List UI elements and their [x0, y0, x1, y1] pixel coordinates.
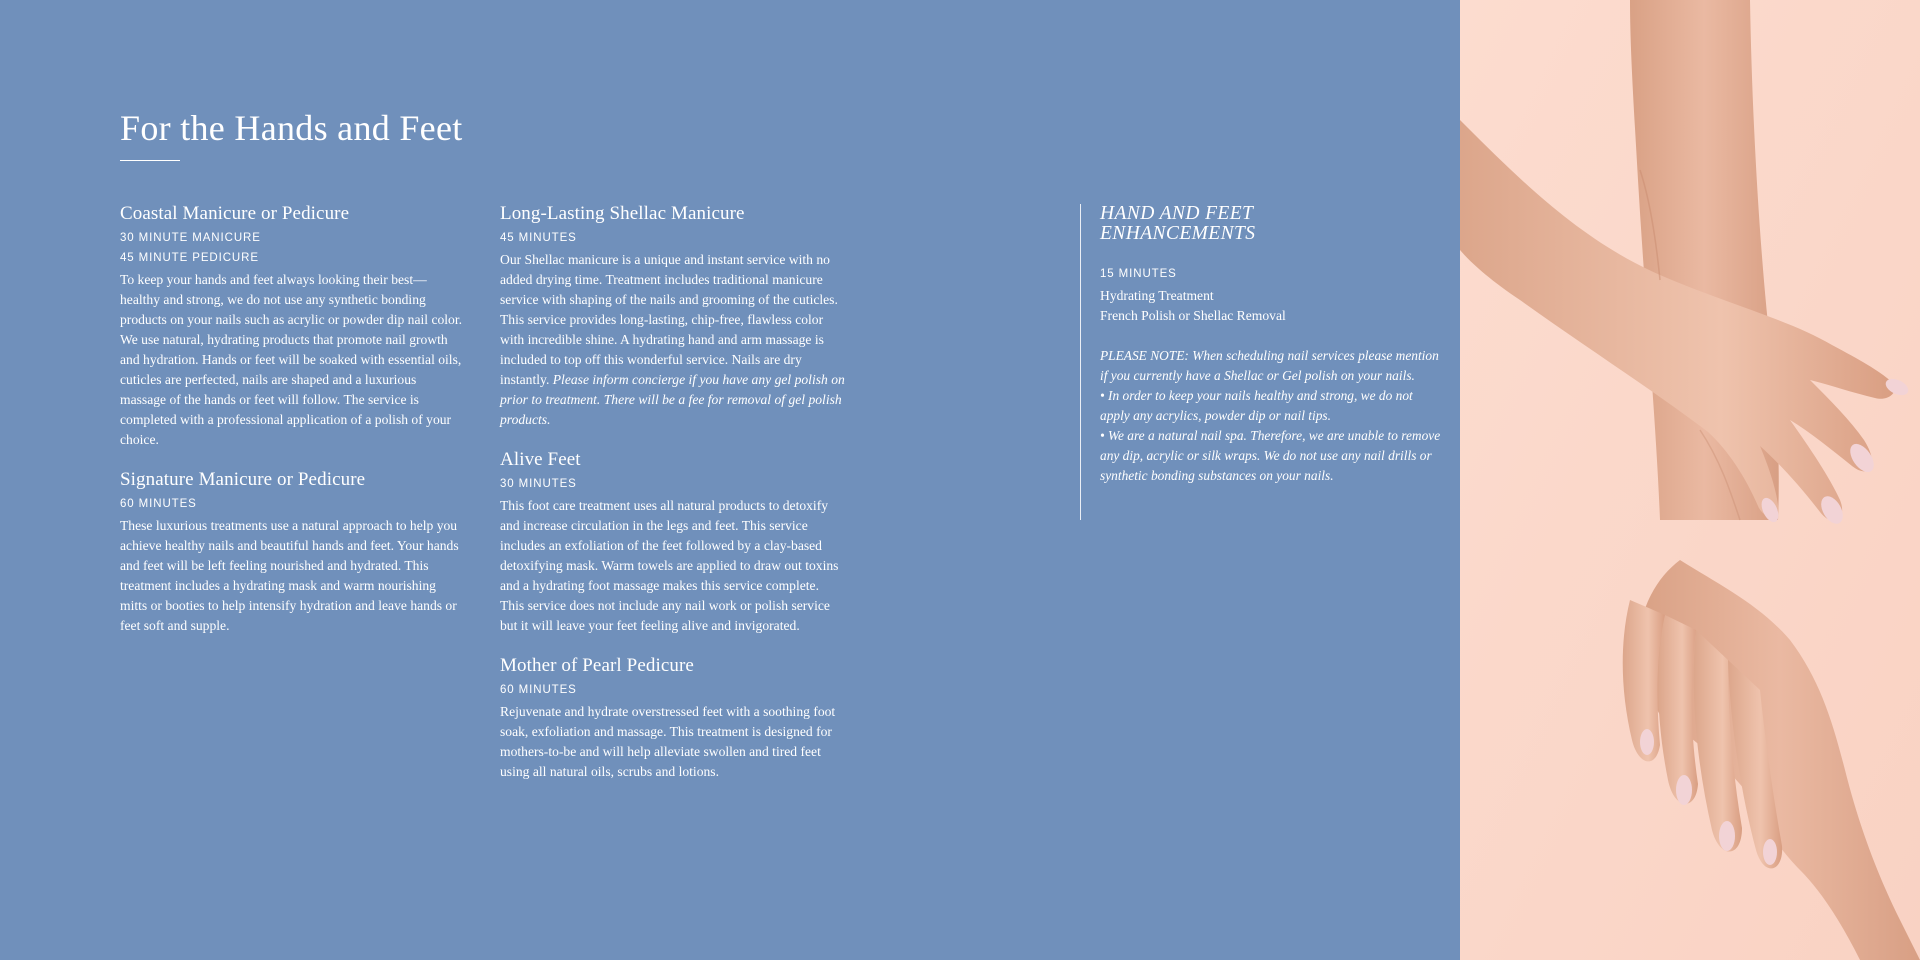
enhancements-title-line: ENHANCEMENTS — [1100, 223, 1256, 244]
enhancements-title-line: HAND AND FEET — [1100, 203, 1254, 224]
enhancements-title — [1100, 204, 1445, 244]
service-description: These luxurious treatments use a natural approach to help you achieve healthy nails and beautiful hands and feet. Your hands and feet will be left feeling nourished and hydrated. This treatment includes a hydrating mask and warm nourishing mitts or booties to help intensify hydration and leave hands or feet soft and supple. — [120, 518, 459, 633]
hands-photo — [1460, 0, 1920, 960]
note-bullet: • In order to keep your nails healthy and strong, we do not apply any acrylics, powder dip or nail tips. — [1100, 388, 1413, 423]
nail — [1763, 839, 1777, 865]
nail — [1676, 775, 1692, 805]
service-description: Rejuvenate and hydrate overstressed feet with a soothing foot soak, exfoliation and massage. This treatment is designed for mothers-to-be and will help alleviate swollen and tired feet using all natural oils, scrubs and lotions. — [500, 704, 836, 779]
nail — [1719, 821, 1735, 851]
gel-polish-note: Please inform concierge if you have any gel polish on prior to treatment. There will be a fee for removal of gel polish products. — [500, 372, 845, 427]
please-note — [1100, 346, 1445, 486]
enhancements-duration: 15 MINUTES — [1100, 268, 1177, 280]
page-title: For the Hands and Feet — [120, 108, 463, 148]
hands-illustration — [1460, 0, 1920, 960]
services-column-2 — [500, 202, 845, 800]
service-duration: 30 MINUTES — [500, 478, 577, 490]
service-item — [500, 202, 845, 430]
enhancement-item: French Polish or Shellac Removal — [1100, 308, 1286, 323]
nail — [1640, 729, 1654, 755]
service-name: Coastal Manicure or Pedicure — [120, 203, 350, 224]
service-item — [120, 468, 465, 636]
service-name: Alive Feet — [500, 449, 581, 470]
enhancements-column — [1080, 204, 1445, 520]
service-description — [500, 250, 845, 430]
service-duration: 45 MINUTE PEDICURE — [120, 252, 259, 264]
service-duration: 60 MINUTES — [500, 684, 577, 696]
service-duration: 45 MINUTES — [500, 232, 577, 244]
service-name: Long-Lasting Shellac Manicure — [500, 203, 745, 224]
service-description-text: Our Shellac manicure is a unique and instant service with no added drying time. Treatment includes traditional manicure service with shaping of the nails and grooming of the cuticles. This service provides long-lasting, chip-free, flawless color with incredible shine. A hydrating hand and arm massage is included to top off this wonderful service. Nails are dry instantly. — [500, 252, 838, 387]
service-duration: 60 MINUTES — [120, 498, 197, 510]
service-item — [500, 448, 845, 636]
service-description: To keep your hands and feet always looking their best—healthy and strong, we do not use any synthetic bonding products on your nails such as acrylic or powder dip nail color. We use natural, hydrating products that promote nail growth and hydration. Hands or feet will be soaked with essential oils, cuticles are perfected, nails are shaped and a luxurious massage of the hands or feet will follow. The service is completed with a professional application of a polish of your choice. — [120, 272, 463, 447]
enhancement-item: Hydrating Treatment — [1100, 288, 1214, 303]
note-bullet: • We are a natural nail spa. Therefore, we are unable to remove any dip, acrylic or silk wraps. We do not use any nail drills or synthetic bonding substances on your nails. — [1100, 428, 1441, 483]
please-note-text: PLEASE NOTE: When scheduling nail services please mention if you currently have a Shellac or Gel polish on your nails. — [1100, 348, 1439, 383]
service-name: Mother of Pearl Pedicure — [500, 655, 694, 676]
service-description: This foot care treatment uses all natural products to detoxify and increase circulation in the legs and feet. This service includes an exfoliation of the feet followed by a clay-based detoxifying mask. Warm towels are applied to draw out toxins and a hydrating foot massage makes this service complete. This service does not include any nail work or polish service but it will leave your feet feeling alive and invigorated. — [500, 498, 839, 633]
service-name: Signature Manicure or Pedicure — [120, 469, 366, 490]
services-column-1 — [120, 202, 465, 654]
service-item — [500, 654, 845, 782]
service-item — [120, 202, 465, 450]
title-underline — [120, 160, 180, 161]
service-duration: 30 MINUTE MANICURE — [120, 232, 261, 244]
